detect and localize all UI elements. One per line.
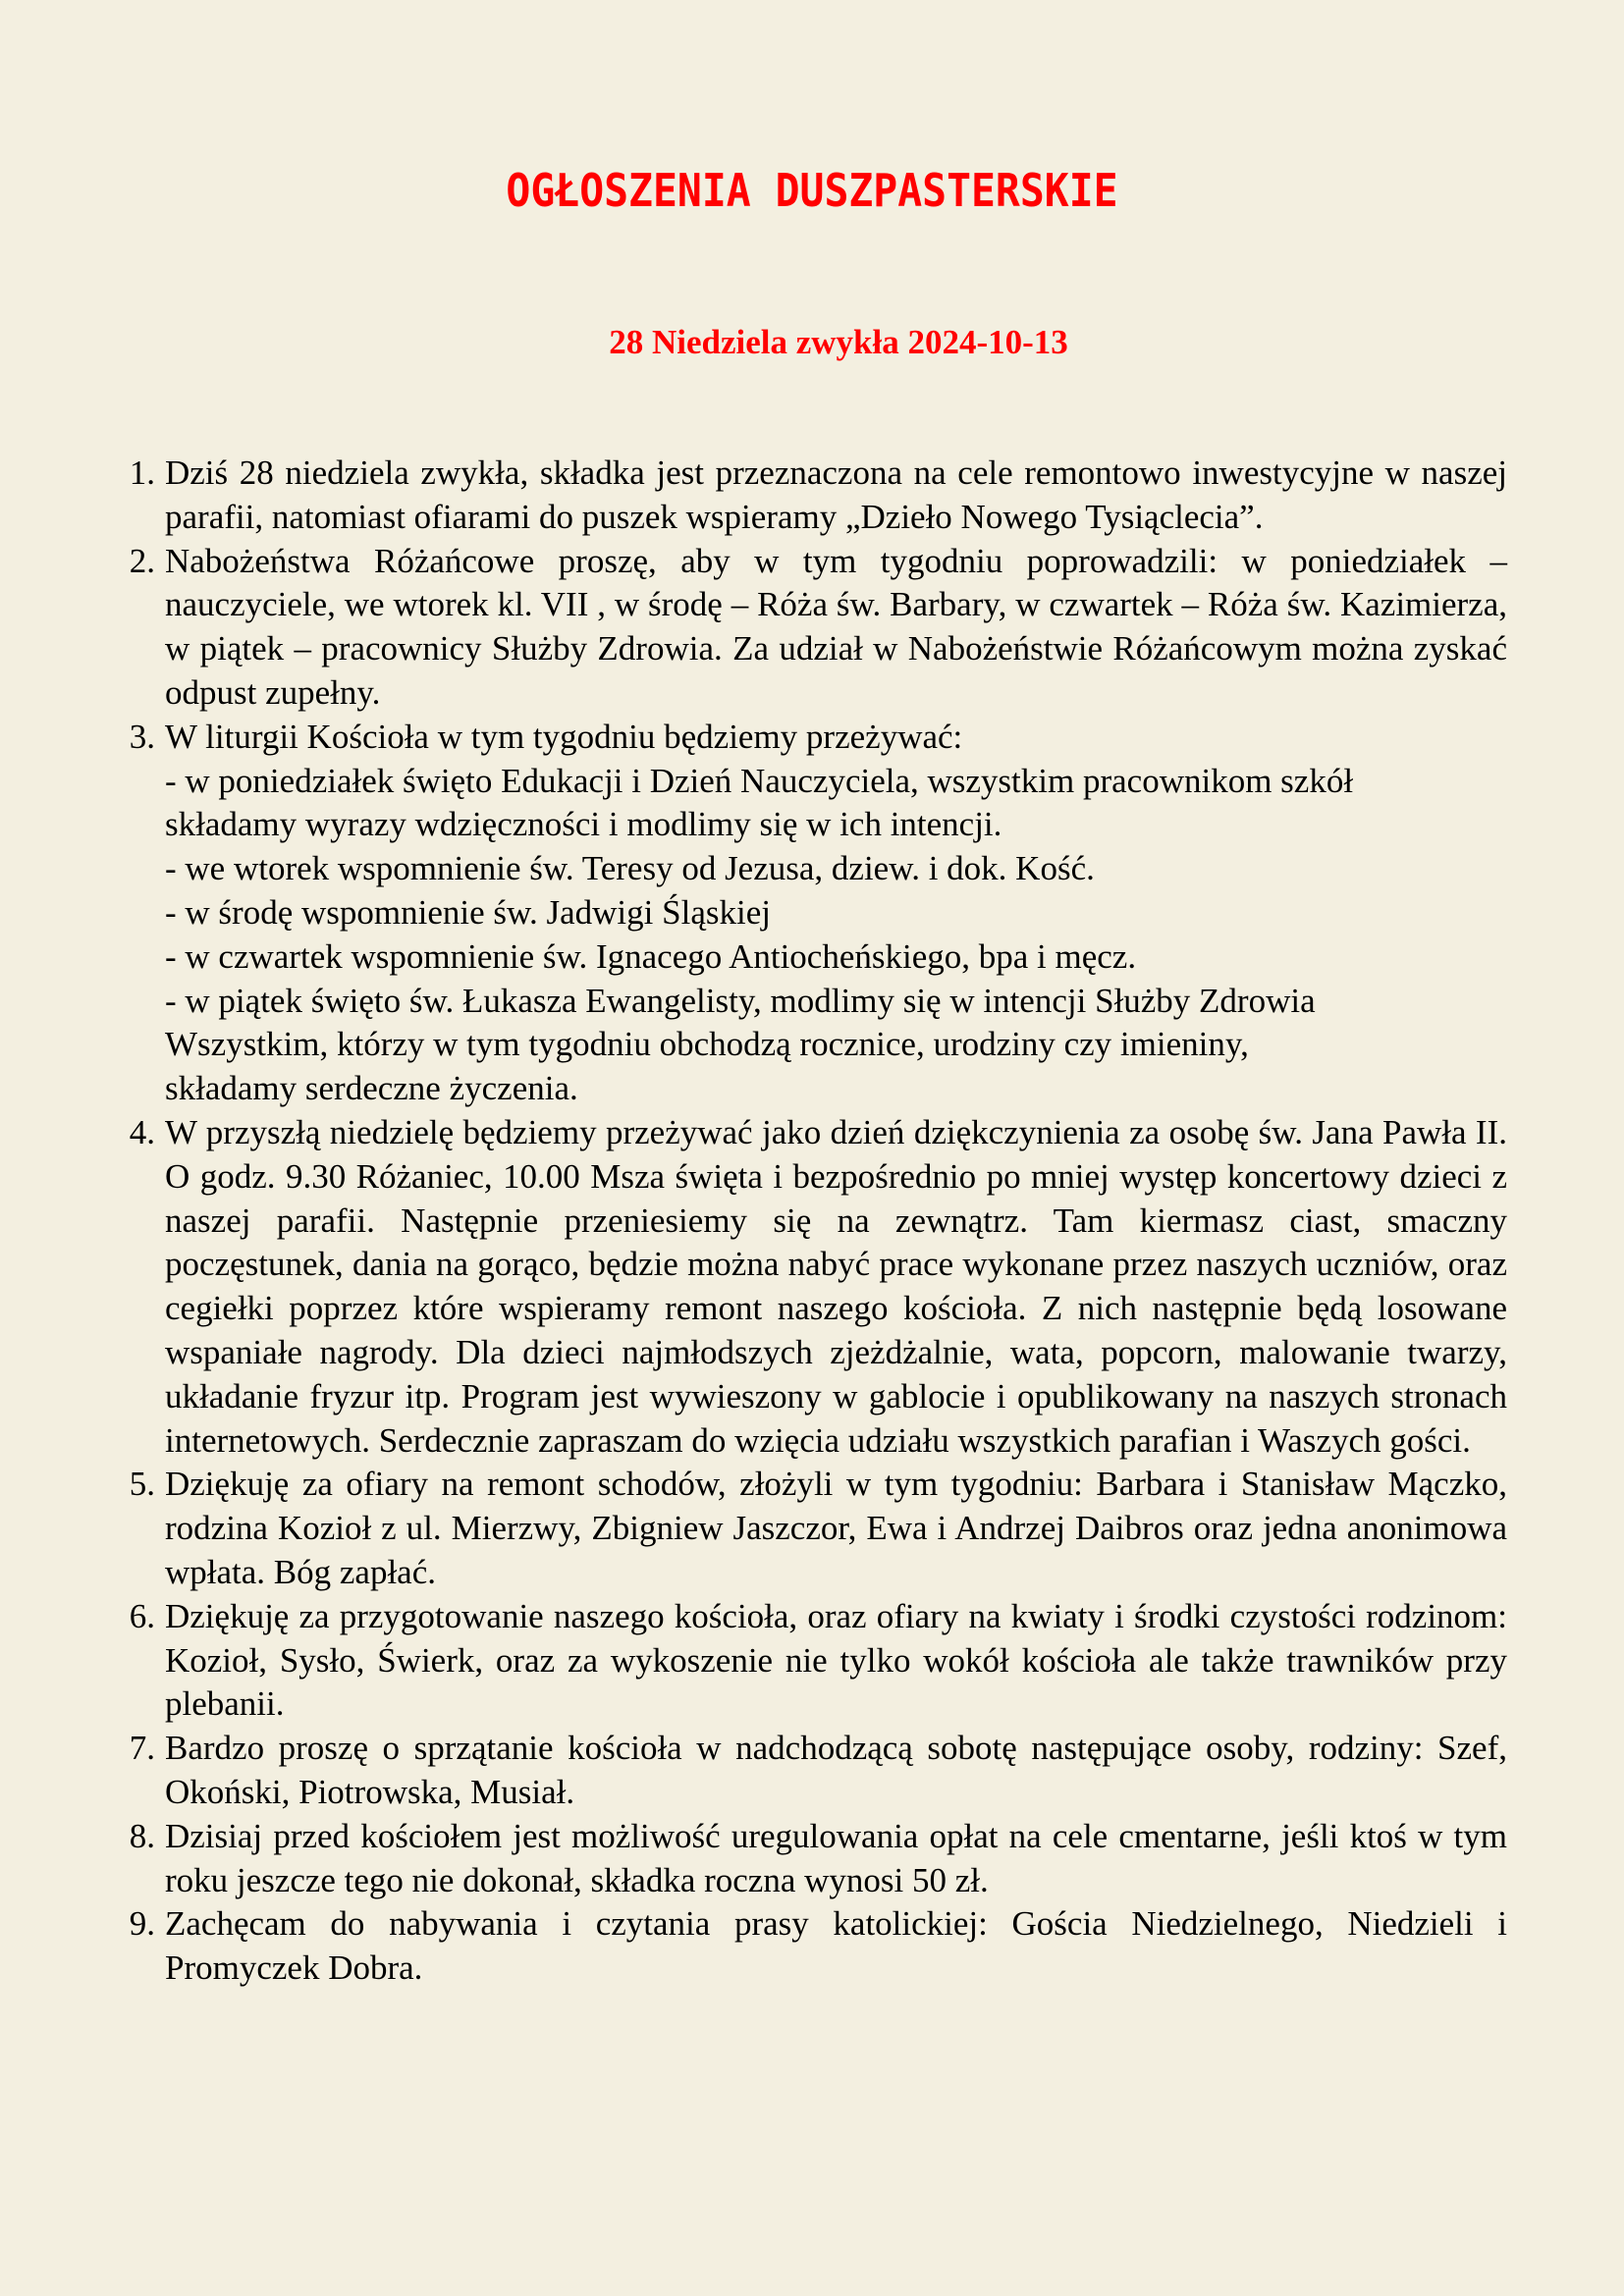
item-text: W przyszłą niedzielę będziemy przeżywać jako dzień dziękczynienia za osobę św. Jana Pawła II. O godz. 9.30 Różaniec, 10.00 Msza święta i bezpośrednio po mniej występ koncertowy dzieci z naszej parafii. Następnie przeniesiemy się na zewnątrz. Tam kiermasz ciast, smaczny poczęstunek, dania na gorąco, będzie można nabyć prace wykonane przez naszych uczniów, oraz cegiełki poprzez które wspieramy remont naszego kościoła. Z nich następnie będą losowane wspaniałe nagrody. Dla dzieci najmłodszych zjeżdżalnie, wata, popcorn, malowanie twarzy, układanie fryzur itp. Program jest wywieszony w gablocie i opublikowany na naszych stronach internetowych. Serdecznie zapraszam do wzięcia udziału wszystkich parafian i Waszych gości. [165, 1112, 1507, 1460]
announcement-item-9 [129, 1902, 1507, 1991]
item-line: składamy wyrazy wdzięczności i modlimy się w ich intencji. [165, 805, 1002, 844]
item-line: - we wtorek wspomnienie św. Teresy od Jezusa, dziew. i dok. Kość. [165, 849, 1095, 888]
item-text: Nabożeństwa Różańcowe proszę, aby w tym tygodniu poprowadzili: w poniedziałek – nauczyciele, we wtorek kl. VII , w środę – Róża św. Barbary, w czwartek – Róża św. Kazimierza, w piątek – pracownicy Służby Zdrowia. Za udział w Nabożeństwie Różańcowym można zyskać odpust zupełny. [165, 541, 1507, 712]
announcement-item-3 [129, 716, 1507, 1111]
item-text: Dziś 28 niedziela zwykła, składka jest przeznaczona na cele remontowo inwestycyjne w naszej parafii, natomiast ofiarami do puszek wspieramy „Dzieło Nowego Tysiąclecia”. [165, 454, 1507, 536]
announcement-item-6 [129, 1595, 1507, 1727]
item-text: Zachęcam do nabywania i czytania prasy katolickiej: Gościa Niedzielnego, Niedzieli i Promyczek Dobra. [165, 1904, 1507, 1988]
item-text: Dzisiaj przed kościołem jest możliwość uregulowania opłat na cele cmentarne, jeśli ktoś w tym roku jeszcze tego nie dokonał, składka roczna wynosi 50 zł. [165, 1816, 1507, 1899]
announcement-item-8 [129, 1815, 1507, 1903]
announcement-item-1 [129, 452, 1507, 540]
page-title: OGŁOSZENIA DUSZPASTERSKIE [506, 164, 1118, 217]
announcement-item-4 [129, 1111, 1507, 1463]
announcement-item-5 [129, 1463, 1507, 1594]
announcement-item-7 [129, 1727, 1507, 1815]
item-number: 7. [129, 1729, 155, 1768]
announcement-item-2 [129, 540, 1507, 716]
item-line: - w piątek święto św. Łukasza Ewangelisty, modlimy się w intencji Służby Zdrowia [165, 981, 1316, 1020]
announcement-list [129, 452, 1507, 1991]
item-number: 8. [129, 1816, 155, 1855]
item-line: Wszystkim, którzy w tym tygodniu obchodzą rocznice, urodziny czy imieniny, [165, 1025, 1249, 1064]
item-number: 2. [129, 541, 155, 580]
item-number: 9. [129, 1904, 155, 1944]
item-line: - w poniedziałek święto Edukacji i Dzień Nauczyciela, wszystkim pracownikom szkół [165, 761, 1354, 800]
item-text: Dziękuję za przygotowanie naszego kościoła, oraz ofiary na kwiaty i środki czystości rodzinom: Kozioł, Sysło, Świerk, oraz za wykoszenie nie tylko wokół kościoła ale także trawników przy plebanii. [165, 1596, 1507, 1724]
item-line: - w czwartek wspomnienie św. Ignacego Antiocheńskiego, bpa i męcz. [165, 936, 1137, 976]
item-text: Dziękuję za ofiary na remont schodów, złożyli w tym tygodniu: Barbara i Stanisław Mączko, rodzina Kozioł z ul. Mierzwy, Zbigniew Jaszczor, Ewa i Andrzej Daibros oraz jedna anonimowa wpłata. Bóg zapłać. [165, 1465, 1507, 1591]
item-text: Bardzo proszę o sprzątanie kościoła w nadchodzącą sobotę następujące osoby, rodziny: Szef, Okoński, Piotrowska, Musiał. [165, 1729, 1507, 1811]
item-number: 5. [129, 1465, 155, 1504]
page-subtitle: 28 Niedziela zwykła 2024-10-13 [609, 323, 1068, 361]
item-number: 6. [129, 1596, 155, 1635]
item-line: W liturgii Kościoła w tym tygodniu będziemy przeżywać: [165, 717, 963, 756]
item-number: 3. [129, 717, 155, 756]
item-line: składamy serdeczne życzenia. [165, 1069, 578, 1108]
item-line: - w środę wspomnienie św. Jadwigi Śląskiej [165, 892, 771, 932]
item-text [165, 716, 1507, 1111]
item-number: 1. [129, 454, 155, 492]
item-number: 4. [129, 1112, 155, 1151]
